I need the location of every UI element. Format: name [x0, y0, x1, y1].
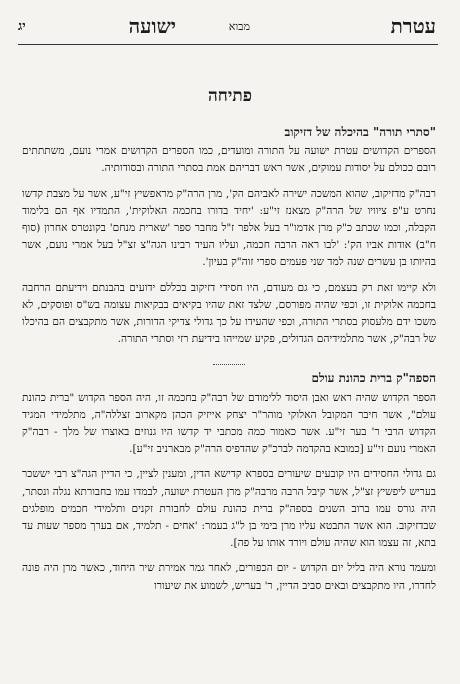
running-header [18, 14, 438, 44]
section-heading: "סתרי תורה" בהיכלה של דזיקוב [284, 125, 436, 139]
paragraph: ולא קיימו זאת רק בעצמם, כי גם מעודם, היו חסידי דזיקוב בכללם ידועים בהבנתם וידיעתם הרחבה בחכמה אלוקית זו, וכפי שהיה מפורסם, שלצד זאת שהיו בקיאים בבקיאות עצומה בש"ס ופוסקים, לא משכו ידם מלעסוק בסתרי התורה, וכפי שהעידו על כך גדולי צדיקי הדורות, אשר מתקבצים הם בהיכלו של רבה"ק, אשר מתלמידיהם הגדולים, פקיע שמייהו בידיעת רזי וסתרי התורה. [22, 281, 436, 346]
page-number: יג [18, 19, 26, 34]
section-heading: הספה"ק ברית כהונת עולם [311, 371, 436, 386]
header-rule [18, 44, 438, 45]
header-section: מבוא [228, 20, 250, 33]
paragraph: ומעמד נורא היה בליל יום הקדוש - יום הכפורים, לאחר גמר אמירת שיר היחוד, כאשר מרן היה פונה לחדרו, היו מתקבצים ובאים סביב הדיין, ר' בעריש, לשמוע את שיעורו [22, 562, 436, 592]
paragraph: רבה"ק מדזיקוב, שהוא המשכה ישירה לאביהם הק', מרן הרה"ק מראפשיץ זי"ע, אשר על מצבת קדשו נחרט ע"פ ציוויו של הרה"ק מצאנז זי"ע: 'יחיד בדורו בחכמה האלוקית', התמדיו אף הם בלימוד הקבלה, וכמו שכתב כ"ק מרן אדמו"ר בעל אלפר ז"ל מחבר ספר 'שארית מנחם' בקונטרס אחרון (סוף ח"ב) אודות אביו הק': 'לבו ראה הרבה חכמה, ועליו העיד רבינו הגה"צ זצ"ל בעל אמרי נועם, אשר בהיותו בן עשרים שנה למד שני פעמים ספרי זוה"ק בעיון'. [22, 187, 436, 269]
paragraph: הספר הקדוש שהיה ראש ואבן היסוד ללימודם של רבה"ק בחכמה זו, היה הספר הקדוש "ברית כהונת עולם", אשר חיבר המקובל האלוקי מוהר"ר יצחק אייזיק הכהן מקארוב זצללה"ה, מתלמידי המגיד הקדוש הרבי ר' בער זי"ע. אשר כאמור כמה מכתבי יד קדשו היו גנוזים באוצרו של מלך - רבה"ק האמרי נועם זי"ע [כמובא בהקדמה לברכ"ק שהדפיס הרה"ק מבארניב זי"ע]. [22, 391, 436, 456]
section-divider [22, 356, 436, 364]
bleed-through [30, 52, 430, 82]
header-title: עטרת [390, 14, 436, 38]
body-text [22, 124, 436, 603]
page-title: פתיחה [208, 86, 252, 106]
header-book: ישועה [128, 14, 176, 38]
paragraph: גם גדולי החסידים היו קובעים שיעורים בספרא קדישא הדין, ומענין לציין, כי הדיין הגה"צ רבי יששכר בעריש ליפשיץ זצ"ל, אשר קיבל הרבה מרבה"ק מרן העטרת ישועה, לבמדו עמו בחבורתא נגלה ונסתר, היה גורס עמו ברוב השנים בספה"ק ברית כהונת עולם לחבורת זקנים ותלמידי חכמים מופלגים שבדזיקוב. הוא אשר התבטא עליו מרן בימי בן ל"ג בעמר: 'אחים - תלמיד, אם בערך מספר שעות עד בתא, זה עצמו הוא שהיה עולם ויורד אותו על פה]. [22, 468, 436, 550]
paragraph: הספרים הקדושים עטרת ישועה על התורה ומועדים, כמו הספרים הקדושים אמרי נועם, משתתתים רובם ככולם על יסודות עמוקים, אשר ראש דבריהם אמת בסתרי התורה ובסודותיה. [22, 145, 436, 175]
